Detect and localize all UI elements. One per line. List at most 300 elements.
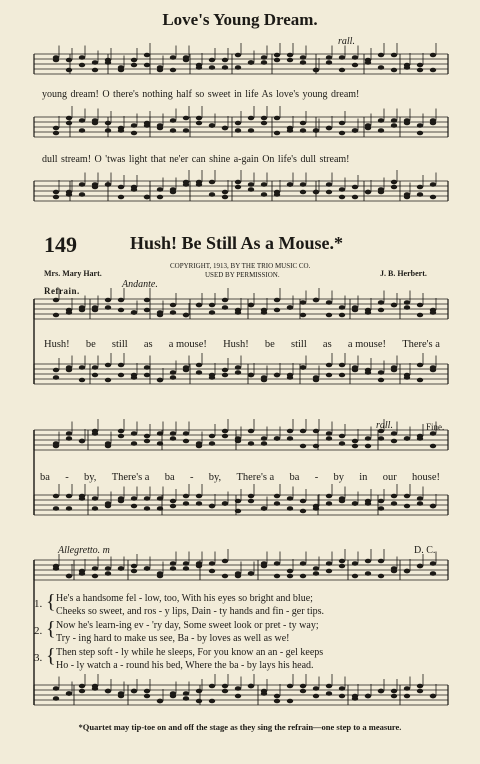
note-head xyxy=(391,494,397,499)
note-head xyxy=(209,434,215,439)
note-head xyxy=(391,185,397,190)
rall-marking: rall. xyxy=(338,36,355,47)
note-head xyxy=(339,441,345,446)
brace-icon: { xyxy=(46,618,56,640)
note-head xyxy=(131,689,137,694)
note-head xyxy=(430,444,436,449)
note-head xyxy=(170,128,176,133)
lyric-syllable: - xyxy=(189,472,194,483)
note-head xyxy=(404,375,410,380)
lyric-syllable: be xyxy=(85,339,96,350)
note-head xyxy=(274,436,280,441)
lyric-syllable: still xyxy=(291,339,307,350)
note-head xyxy=(287,53,293,58)
note-head xyxy=(157,496,163,501)
note-head xyxy=(92,496,98,501)
note-head xyxy=(326,691,332,696)
note-head xyxy=(144,506,150,511)
note-head xyxy=(222,195,228,200)
note-head xyxy=(300,499,306,504)
note-head xyxy=(53,696,59,701)
note-head xyxy=(92,182,98,187)
note-head xyxy=(430,195,436,200)
lyric-syllable: ba xyxy=(40,472,50,483)
note-head xyxy=(274,131,280,136)
note-head xyxy=(222,501,228,506)
note-head xyxy=(365,559,371,564)
note-head xyxy=(430,561,436,566)
note-head xyxy=(248,116,254,121)
note-head xyxy=(391,180,397,185)
note-head xyxy=(157,195,163,200)
note-head xyxy=(157,313,163,318)
note-head xyxy=(222,190,228,195)
note-head xyxy=(53,195,59,200)
refrain-lyrics-1 xyxy=(44,339,440,350)
lyric-syllable: house! xyxy=(412,472,440,483)
note-head xyxy=(105,504,111,509)
note-head xyxy=(352,195,358,200)
note-head xyxy=(118,434,124,439)
note-head xyxy=(118,429,124,434)
note-head xyxy=(300,313,306,318)
note-head xyxy=(66,574,72,579)
note-head xyxy=(313,506,319,511)
verse-line: Then step soft - ly while he sleeps, For you know an an - gel keeps xyxy=(56,647,324,658)
note-head xyxy=(144,694,150,699)
note-head xyxy=(300,561,306,566)
note-head xyxy=(144,566,150,571)
lyric-syllable: our xyxy=(382,472,397,483)
note-head xyxy=(118,185,124,190)
note-head xyxy=(118,694,124,699)
note-head xyxy=(170,68,176,73)
note-head xyxy=(404,300,410,305)
lyric-syllable: ba xyxy=(164,472,175,483)
note-head xyxy=(144,365,150,370)
note-head xyxy=(118,128,124,133)
note-head xyxy=(144,434,150,439)
note-head xyxy=(300,365,306,370)
note-head xyxy=(157,699,163,704)
fine-marking: Fine. xyxy=(426,422,445,432)
note-head xyxy=(196,303,202,308)
note-head xyxy=(209,192,215,197)
note-head xyxy=(430,53,436,58)
note-head xyxy=(287,569,293,574)
note-head xyxy=(157,506,163,511)
note-head xyxy=(53,494,59,499)
note-head xyxy=(261,378,267,383)
note-head xyxy=(183,501,189,506)
brace-icon: { xyxy=(46,645,56,667)
note-head xyxy=(404,494,410,499)
note-head xyxy=(209,303,215,308)
note-head xyxy=(118,65,124,70)
note-head xyxy=(157,378,163,383)
note-head xyxy=(274,192,280,197)
note-head xyxy=(300,574,306,579)
note-head xyxy=(53,190,59,195)
note-head xyxy=(365,571,371,576)
note-head xyxy=(352,305,358,310)
note-head xyxy=(170,566,176,571)
verse-number: 3. xyxy=(34,652,43,664)
lyrics-line: dull stream! O 'twas light that ne'er can shine a-gain On life's dull stream! xyxy=(42,154,350,165)
verse-number: 2. xyxy=(34,625,43,637)
note-head xyxy=(118,373,124,378)
lyric-syllable: a mouse! xyxy=(168,339,207,350)
verse-line: Cheeks so sweet, and ros - y lips, Dain - ty hands and fin - ger tips. xyxy=(56,606,325,617)
note-head xyxy=(313,429,319,434)
note-head xyxy=(92,431,98,436)
note-head xyxy=(170,431,176,436)
note-head xyxy=(417,192,423,197)
lyric-syllable: - xyxy=(65,472,69,483)
note-head xyxy=(378,118,384,123)
note-head xyxy=(352,444,358,449)
lyric-syllable: by xyxy=(333,472,344,483)
note-head xyxy=(53,126,59,131)
note-head xyxy=(183,439,189,444)
note-head xyxy=(105,182,111,187)
note-head xyxy=(144,195,150,200)
note-head xyxy=(326,182,332,187)
note-head xyxy=(248,182,254,187)
dc-marking: D. C. xyxy=(414,545,436,556)
note-head xyxy=(378,559,384,564)
note-head xyxy=(287,429,293,434)
note-head xyxy=(222,684,228,689)
note-head xyxy=(92,365,98,370)
note-head xyxy=(313,566,319,571)
note-head xyxy=(339,305,345,310)
note-head xyxy=(105,298,111,303)
note-head xyxy=(66,121,72,126)
note-head xyxy=(144,63,150,68)
rall-marking: rall. xyxy=(376,420,393,431)
note-head xyxy=(248,429,254,434)
note-head xyxy=(417,313,423,318)
note-head xyxy=(300,121,306,126)
note-head xyxy=(235,128,241,133)
note-head xyxy=(261,116,267,121)
note-head xyxy=(157,126,163,131)
note-head xyxy=(235,436,241,441)
note-head xyxy=(287,684,293,689)
note-head xyxy=(300,190,306,195)
note-head xyxy=(157,574,163,579)
note-head xyxy=(287,496,293,501)
note-head xyxy=(352,439,358,444)
note-head xyxy=(261,308,267,313)
note-head xyxy=(378,574,384,579)
note-head xyxy=(365,190,371,195)
tempo-marking: Andante. xyxy=(122,279,158,290)
note-head xyxy=(326,300,332,305)
note-head xyxy=(365,436,371,441)
note-head xyxy=(326,684,332,689)
note-head xyxy=(183,58,189,63)
note-head xyxy=(157,431,163,436)
note-head xyxy=(300,444,306,449)
note-head xyxy=(339,313,345,318)
note-head xyxy=(66,68,72,73)
note-head xyxy=(235,571,241,576)
note-head xyxy=(391,501,397,506)
note-head xyxy=(404,305,410,310)
note-head xyxy=(209,375,215,380)
note-head xyxy=(274,699,280,704)
hymn-number: 149 xyxy=(44,232,77,257)
note-head xyxy=(144,123,150,128)
note-head xyxy=(170,504,176,509)
verse-line: Try - ing hard to make us see, Ba - by loves as well as we! xyxy=(56,633,290,644)
verse-line: Ho - ly watch a - round his bed, Where the ba - by lays his head. xyxy=(56,660,314,671)
note-head xyxy=(79,439,85,444)
note-head xyxy=(391,368,397,373)
note-head xyxy=(274,501,280,506)
note-head xyxy=(196,63,202,68)
note-head xyxy=(378,689,384,694)
note-head xyxy=(209,684,215,689)
lyric-syllable: as xyxy=(143,339,153,350)
note-head xyxy=(378,506,384,511)
verse-number: 1. xyxy=(34,598,43,610)
note-head xyxy=(235,65,241,70)
note-head xyxy=(287,58,293,63)
note-head xyxy=(417,564,423,569)
note-head xyxy=(66,308,72,313)
note-head xyxy=(79,192,85,197)
note-head xyxy=(105,566,111,571)
copyright-line: COPYRIGHT, 1913, BY THE TRIO MUSIC CO. xyxy=(170,262,311,270)
note-head xyxy=(391,689,397,694)
note-head xyxy=(313,444,319,449)
note-head xyxy=(66,365,72,370)
note-head xyxy=(118,363,124,368)
note-head xyxy=(196,116,202,121)
note-head xyxy=(352,574,358,579)
note-head xyxy=(66,494,72,499)
note-head xyxy=(183,313,189,318)
note-head xyxy=(326,494,332,499)
note-head xyxy=(196,180,202,185)
note-head xyxy=(248,499,254,504)
footnote: *Quartet may tip-toe on and off the stage as they sing the refrain—one step to a measure. xyxy=(78,722,402,732)
note-head xyxy=(170,187,176,192)
note-head xyxy=(326,126,332,131)
note-head xyxy=(417,131,423,136)
note-head xyxy=(339,559,345,564)
note-head xyxy=(417,63,423,68)
note-head xyxy=(183,116,189,121)
lyric-syllable: still xyxy=(111,339,128,350)
note-head xyxy=(339,564,345,569)
note-head xyxy=(313,694,319,699)
note-head xyxy=(53,686,59,691)
note-head xyxy=(274,298,280,303)
note-head xyxy=(222,574,228,579)
note-head xyxy=(196,699,202,704)
note-head xyxy=(300,60,306,65)
note-head xyxy=(196,564,202,569)
note-head xyxy=(144,689,150,694)
note-head xyxy=(313,571,319,576)
lyrics-line: young dream! O there's nothing half so sweet in life As love's young dream! xyxy=(42,89,360,100)
note-head xyxy=(417,185,423,190)
note-head xyxy=(170,375,176,380)
note-head xyxy=(196,501,202,506)
note-head xyxy=(378,65,384,70)
note-head xyxy=(209,123,215,128)
note-head xyxy=(391,303,397,308)
note-head xyxy=(391,118,397,123)
note-head xyxy=(53,298,59,303)
note-head xyxy=(170,694,176,699)
note-head xyxy=(209,180,215,185)
note-head xyxy=(53,444,59,449)
note-head xyxy=(261,192,267,197)
note-head xyxy=(352,128,358,133)
note-head xyxy=(300,429,306,434)
note-head xyxy=(235,185,241,190)
note-head xyxy=(222,65,228,70)
note-head xyxy=(326,190,332,195)
note-head xyxy=(222,368,228,373)
note-head xyxy=(378,370,384,375)
note-head xyxy=(105,571,111,576)
note-head xyxy=(417,689,423,694)
note-head xyxy=(326,431,332,436)
note-head xyxy=(66,116,72,121)
note-head xyxy=(53,368,59,373)
note-head xyxy=(79,684,85,689)
note-head xyxy=(339,363,345,368)
note-head xyxy=(183,128,189,133)
note-head xyxy=(209,699,215,704)
note-head xyxy=(209,441,215,446)
note-head xyxy=(92,566,98,571)
note-head xyxy=(430,68,436,73)
note-head xyxy=(157,187,163,192)
lyric-syllable: ba xyxy=(289,472,300,483)
lyric-syllable: Hush! xyxy=(223,339,249,350)
note-head xyxy=(248,60,254,65)
note-head xyxy=(105,128,111,133)
note-head xyxy=(391,123,397,128)
note-head xyxy=(300,684,306,689)
note-head xyxy=(196,444,202,449)
note-head xyxy=(196,494,202,499)
note-head xyxy=(300,509,306,514)
note-head xyxy=(222,429,228,434)
note-head xyxy=(352,696,358,701)
note-head xyxy=(222,559,228,564)
note-head xyxy=(53,506,59,511)
note-head xyxy=(313,298,319,303)
note-head xyxy=(248,128,254,133)
note-head xyxy=(105,441,111,446)
note-head xyxy=(287,375,293,380)
note-head xyxy=(66,431,72,436)
note-head xyxy=(417,68,423,73)
note-head xyxy=(105,60,111,65)
note-head xyxy=(248,373,254,378)
note-head xyxy=(131,58,137,63)
note-head xyxy=(274,561,280,566)
note-head xyxy=(170,436,176,441)
note-head xyxy=(131,63,137,68)
note-head xyxy=(248,303,254,308)
note-head xyxy=(170,55,176,60)
note-head xyxy=(365,58,371,63)
note-head xyxy=(261,182,267,187)
note-head xyxy=(92,574,98,579)
note-head xyxy=(196,370,202,375)
note-head xyxy=(352,561,358,566)
note-head xyxy=(131,123,137,128)
note-head xyxy=(391,68,397,73)
note-head xyxy=(378,187,384,192)
note-head xyxy=(66,691,72,696)
note-head xyxy=(66,192,72,197)
note-head xyxy=(352,63,358,68)
note-head xyxy=(339,55,345,60)
brace-icon: { xyxy=(46,591,56,613)
note-head xyxy=(326,436,332,441)
note-head xyxy=(261,60,267,65)
note-head xyxy=(339,121,345,126)
note-head xyxy=(144,373,150,378)
note-head xyxy=(235,694,241,699)
note-head xyxy=(66,436,72,441)
note-head xyxy=(378,300,384,305)
note-head xyxy=(235,53,241,58)
note-head xyxy=(79,63,85,68)
note-head xyxy=(274,494,280,499)
note-head xyxy=(274,308,280,313)
lyric-syllable: in xyxy=(359,472,368,483)
composer-credit: J. B. Herbert. xyxy=(380,269,427,278)
note-head xyxy=(222,373,228,378)
note-head xyxy=(365,308,371,313)
note-head xyxy=(170,561,176,566)
note-head xyxy=(235,365,241,370)
lyric-syllable: be xyxy=(264,339,275,350)
note-head xyxy=(339,195,345,200)
note-head xyxy=(417,378,423,383)
note-head xyxy=(417,501,423,506)
note-head xyxy=(248,441,254,446)
note-head xyxy=(417,684,423,689)
refrain-lyrics-2 xyxy=(40,472,440,483)
note-head xyxy=(157,441,163,446)
lyric-syllable: a mouse! xyxy=(347,339,387,350)
note-head xyxy=(365,694,371,699)
note-head xyxy=(79,569,85,574)
hymn-title: Hush! Be Still As a Mouse.* xyxy=(130,233,344,253)
verse-line: He's a handsome fel - low, too, With his eyes so bright and blue; xyxy=(56,593,313,604)
note-head xyxy=(352,368,358,373)
note-head xyxy=(430,694,436,699)
note-head xyxy=(339,496,345,501)
note-head xyxy=(378,308,384,313)
note-head xyxy=(404,504,410,509)
note-head xyxy=(209,504,215,509)
note-head xyxy=(287,305,293,310)
note-head xyxy=(261,436,267,441)
